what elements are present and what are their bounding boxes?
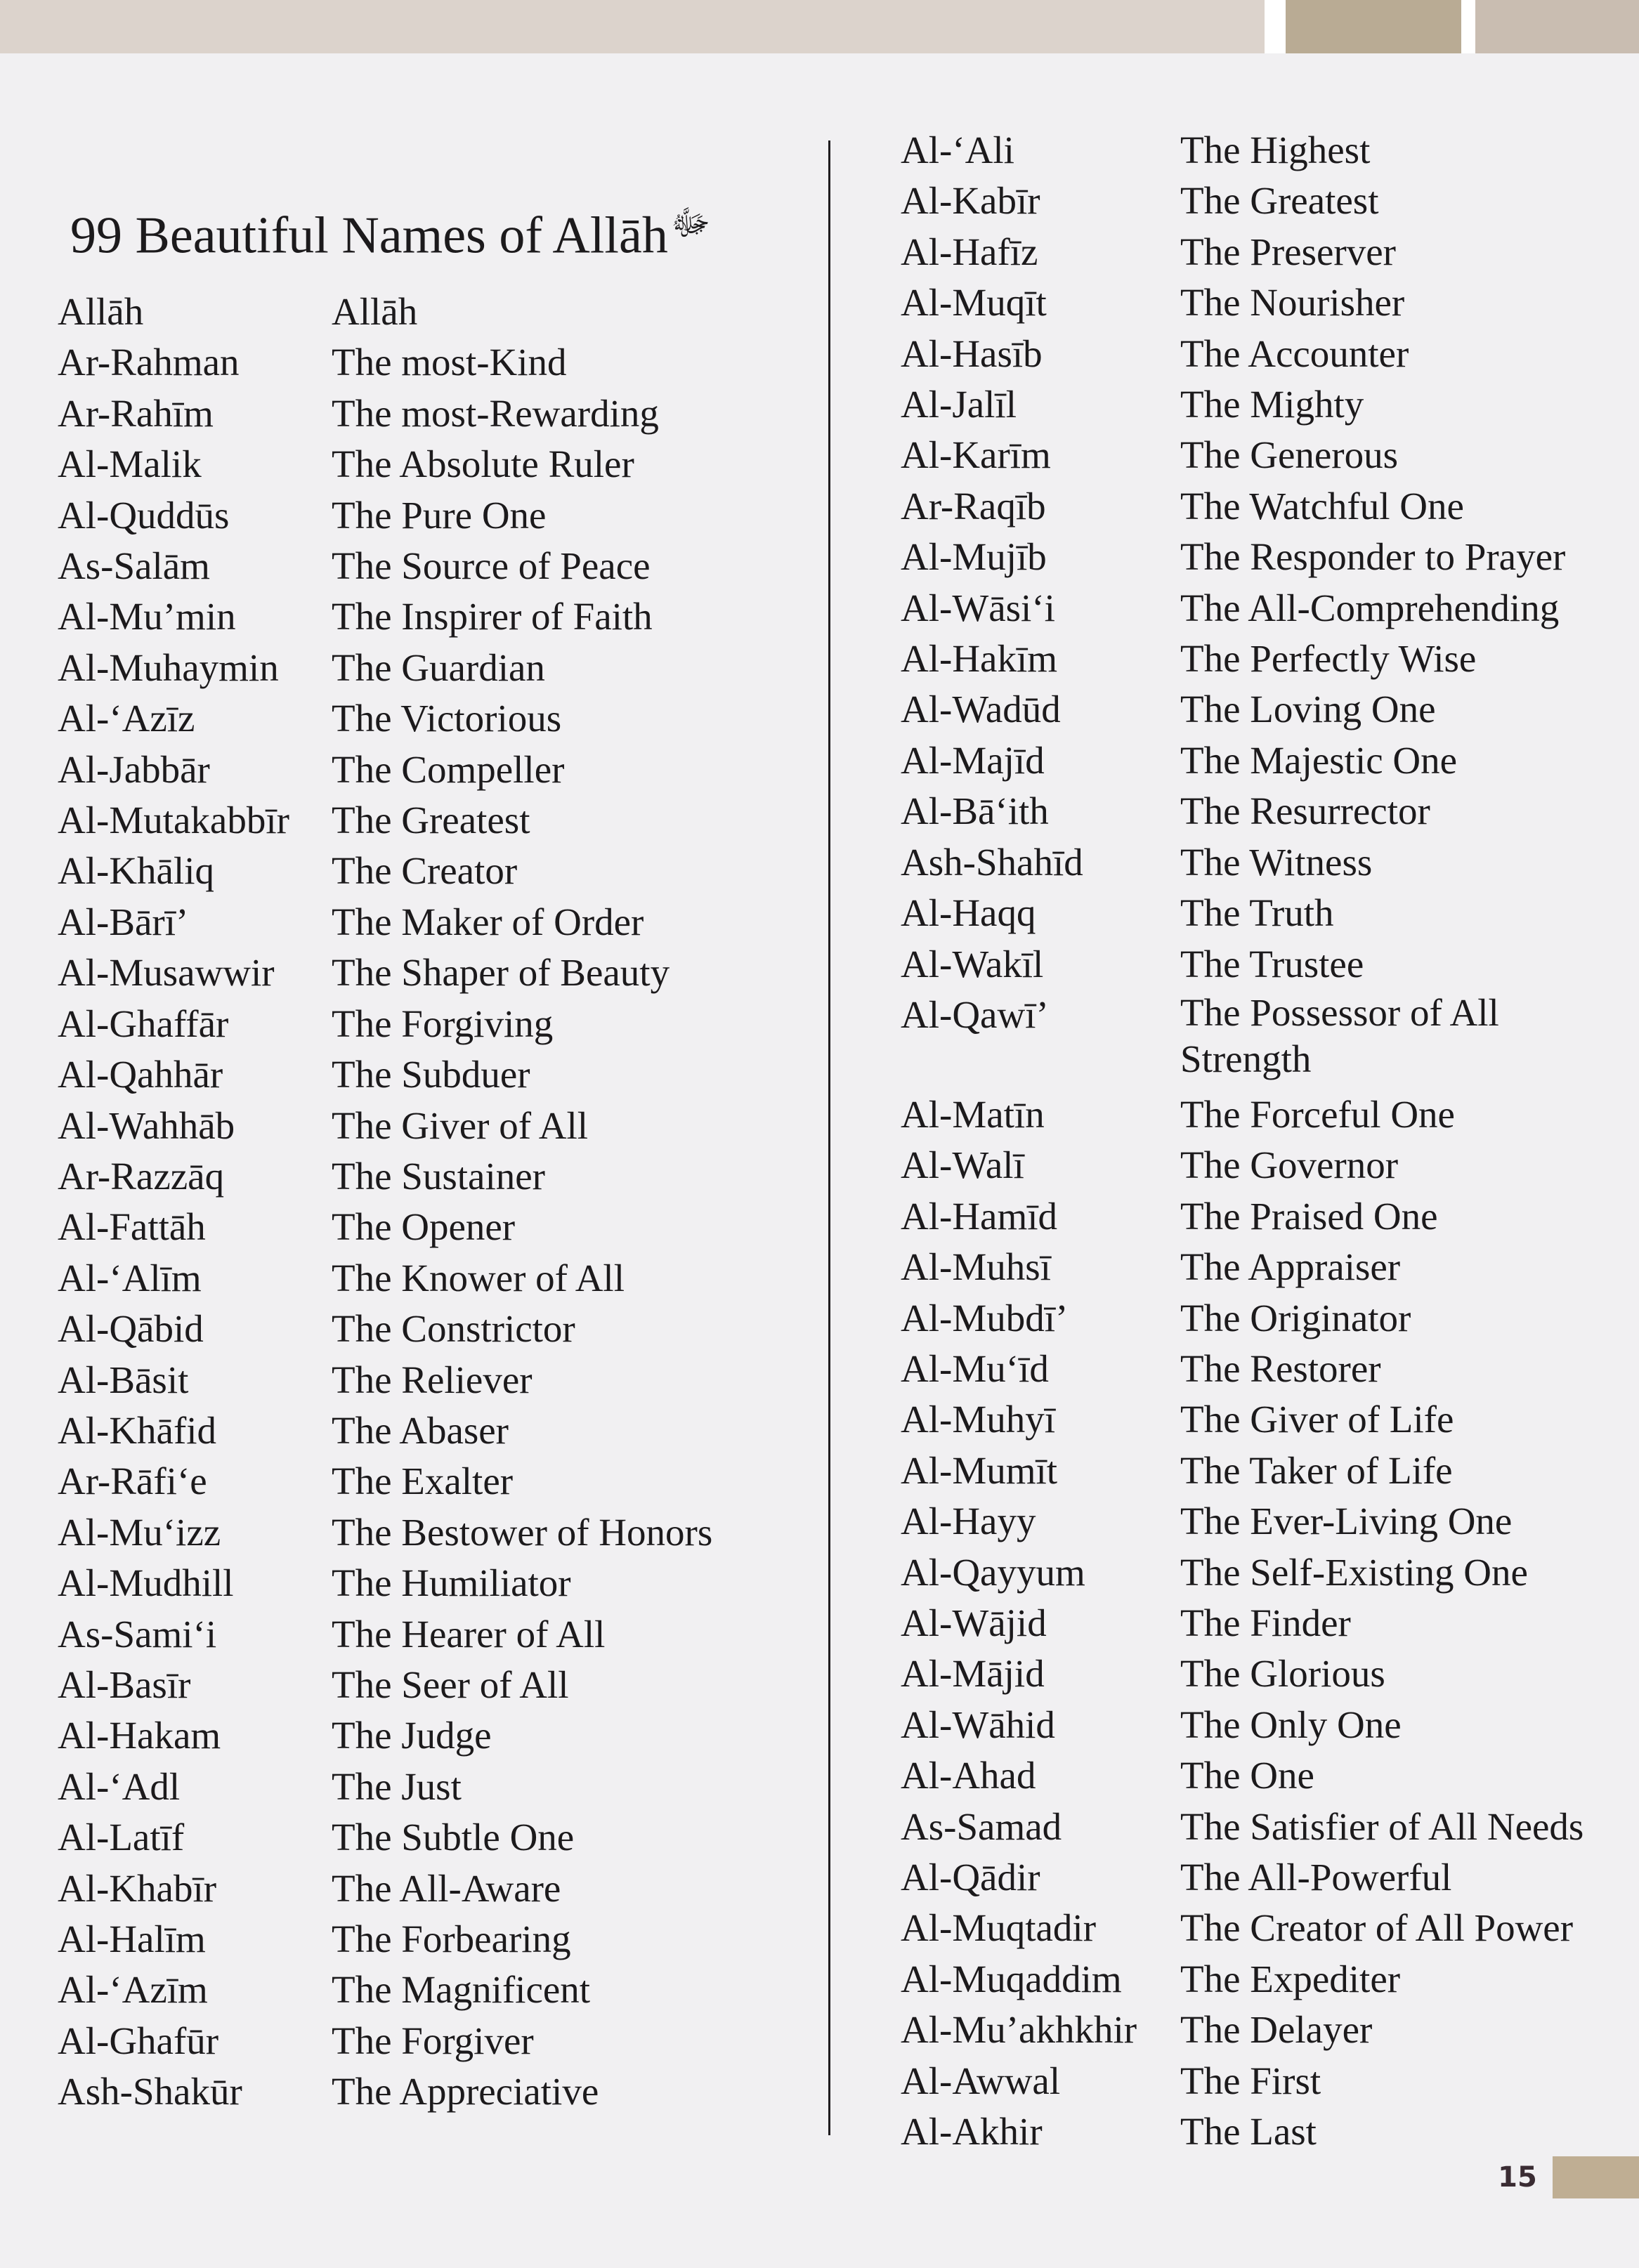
names-list-left [58, 287, 837, 2118]
arabic-name: Al-Muqtadir [901, 1906, 1097, 1950]
english-meaning: The Responder to Prayer [1180, 535, 1566, 579]
arabic-name: Al-Qayyum [901, 1550, 1085, 1594]
english-meaning: The Seer of All [332, 1663, 569, 1706]
english-meaning: The Forbearing [332, 1918, 571, 1960]
english-meaning: The Finder [1180, 1601, 1351, 1644]
arabic-name: Al-Jalīl [901, 383, 1017, 426]
name-entry [58, 1405, 837, 1456]
english-meaning: The Resurrector [1180, 789, 1430, 833]
arabic-name: Al-Mu’akhkhir [901, 2008, 1137, 2052]
english-meaning: The Sustainer [332, 1154, 545, 1198]
arabic-name: Al-Qādir [901, 1856, 1040, 1899]
page-title-text: 99 Beautiful Names of Allāh [70, 207, 668, 265]
name-entry [58, 948, 837, 998]
name-entry [901, 125, 1639, 176]
arabic-name: Al-Basīr [58, 1663, 191, 1706]
name-entry [901, 277, 1639, 328]
english-meaning: The Inspirer of Faith [332, 595, 653, 638]
english-meaning: The Highest [1180, 129, 1371, 171]
name-entry [58, 1151, 837, 1202]
name-entry [901, 329, 1639, 379]
top-band-block [1286, 0, 1461, 53]
english-meaning: The One [1180, 1754, 1314, 1797]
arabic-name: Al-Walī [901, 1143, 1024, 1187]
english-meaning: The Reliever [332, 1358, 533, 1401]
english-meaning: The Restorer [1180, 1346, 1381, 1390]
english-meaning: The Knower of All [332, 1256, 625, 1299]
name-entry [901, 735, 1639, 786]
name-entry [58, 1965, 837, 2015]
english-meaning: The Guardian [332, 645, 545, 689]
arabic-name: Al-Mumīt [901, 1448, 1058, 1492]
name-entry [58, 2016, 837, 2066]
english-meaning: The Delayer [1180, 2008, 1373, 2052]
english-meaning: The Bestower of Honors [332, 1510, 713, 1554]
arabic-name: Al-Hamīd [901, 1194, 1058, 1238]
english-meaning: The Generous [1180, 433, 1399, 477]
arabic-name: Al-‘Azīz [58, 697, 195, 740]
arabic-name: Al-Mubdī’ [901, 1296, 1069, 1339]
arabic-name: Al-Khabīr [58, 1866, 217, 1910]
name-entry [58, 1812, 837, 1863]
name-entry [901, 481, 1639, 532]
english-meaning: The Perfectly Wise [1180, 637, 1477, 681]
english-meaning: The Source of Peace [332, 544, 651, 588]
name-entry [901, 430, 1639, 480]
top-band-block [1475, 0, 1639, 53]
english-meaning: The Victorious [332, 697, 562, 740]
name-entry [58, 897, 837, 948]
arabic-name: Al-Wāsi‘i [901, 586, 1055, 629]
arabic-name: Al-Khāliq [58, 849, 215, 893]
arabic-name: Al-Halīm [58, 1918, 206, 1960]
name-entry [58, 999, 837, 1049]
name-entry [901, 1140, 1639, 1191]
arabic-name: Al-Akhir [901, 2110, 1043, 2154]
english-meaning: The Exalter [332, 1460, 514, 1503]
arabic-name: Al-Kabīr [901, 179, 1040, 223]
name-entry [901, 684, 1639, 735]
arabic-name: As-Salām [58, 544, 210, 588]
arabic-name: Al-Quddūs [58, 493, 230, 537]
english-meaning: The Creator of All Power [1180, 1906, 1574, 1950]
arabic-name: Al-Wahhāb [58, 1103, 235, 1147]
english-meaning: The Satisfier of All Needs [1180, 1804, 1584, 1848]
english-meaning: The All-Aware [332, 1866, 561, 1910]
arabic-name: Al-Malik [58, 443, 202, 486]
arabic-name: Al-Awwal [901, 2059, 1061, 2102]
english-meaning: The Forgiver [332, 2019, 534, 2062]
arabic-name: Al-Mu’min [58, 595, 236, 638]
arabic-name: Al-Muqaddim [901, 1957, 1122, 2000]
name-entry [901, 379, 1639, 430]
name-entry [901, 583, 1639, 634]
arabic-name: Al-Mudhill [58, 1561, 234, 1605]
name-entry [901, 1750, 1639, 1801]
english-meaning: The Compeller [332, 747, 565, 791]
english-meaning: The Ever-Living One [1180, 1500, 1513, 1543]
name-entry [901, 786, 1639, 837]
arabic-name: Al-Qābid [58, 1307, 204, 1351]
english-meaning: The Preserver [1180, 230, 1396, 273]
arabic-name: Al-Mu‘īd [901, 1346, 1049, 1390]
arabic-name: Allāh [58, 290, 144, 333]
name-entry [901, 2005, 1639, 2055]
arabic-name: Al-Ghafūr [58, 2019, 219, 2062]
english-meaning: The most-Rewarding [332, 391, 659, 435]
arabic-name: Al-Muhaymin [58, 645, 279, 689]
arabic-name: Al-Qahhār [58, 1053, 223, 1096]
name-entry [58, 1456, 837, 1507]
name-entry [58, 1202, 837, 1252]
name-entry [901, 176, 1639, 226]
name-entry [58, 1101, 837, 1151]
arabic-name: Al-Mujīb [901, 535, 1047, 579]
arabic-name: Al-Mutakabbīr [58, 799, 289, 842]
name-entry [58, 1609, 837, 1660]
arabic-name: Ar-Rahman [58, 341, 240, 384]
english-meaning: The Only One [1180, 1703, 1402, 1746]
english-meaning: Allāh [332, 290, 418, 333]
english-meaning: The Just [332, 1764, 462, 1808]
name-entry [58, 846, 837, 896]
english-meaning: The Witness [1180, 840, 1373, 884]
arabic-name: Ar-Rahīm [58, 391, 214, 435]
english-meaning: The First [1180, 2059, 1321, 2102]
name-entry [901, 1242, 1639, 1292]
name-entry [58, 693, 837, 744]
english-meaning: The All-Powerful [1180, 1856, 1452, 1899]
name-entry [901, 2106, 1639, 2157]
english-meaning: The Majestic One [1180, 738, 1458, 782]
arabic-name: Al-Qawī’ [901, 992, 1049, 1036]
arabic-name: Al-‘Azīm [58, 1968, 208, 2012]
english-meaning: The Hearer of All [332, 1612, 606, 1656]
arabic-name: Al-Muhsī [901, 1245, 1051, 1289]
arabic-name: Al-Hakam [58, 1714, 221, 1757]
arabic-name: Al-Haqq [901, 891, 1036, 935]
arabic-name: Ash-Shahīd [901, 840, 1083, 884]
english-meaning: The Praised One [1180, 1194, 1438, 1238]
name-entry [901, 1191, 1639, 1242]
arabic-name: Al-Fattāh [58, 1205, 206, 1249]
arabic-name: Ar-Rāfi‘e [58, 1460, 207, 1503]
english-meaning: The Forceful One [1180, 1092, 1455, 1136]
name-entry [901, 2056, 1639, 2106]
english-meaning: The Trustee [1180, 942, 1364, 985]
english-meaning: The Accounter [1180, 332, 1409, 375]
english-meaning: The Appraiser [1180, 1245, 1401, 1289]
name-entry [58, 541, 837, 591]
english-meaning: The Constrictor [332, 1307, 575, 1351]
english-meaning: The Governor [1180, 1143, 1399, 1187]
english-meaning: The Absolute Ruler [332, 443, 634, 486]
name-entry [58, 1355, 837, 1405]
name-entry [901, 1344, 1639, 1394]
english-meaning: The Giver of Life [1180, 1398, 1454, 1441]
name-entry [901, 837, 1639, 888]
name-entry [901, 1954, 1639, 2005]
name-entry [58, 1660, 837, 1710]
name-entry [58, 2066, 837, 2117]
english-meaning: The Giver of All [332, 1103, 589, 1147]
name-entry [58, 388, 837, 439]
name-entry [58, 1049, 837, 1100]
name-entry [58, 591, 837, 642]
arabic-name: Al-Hayy [901, 1500, 1036, 1543]
english-meaning: The Shaper of Beauty [332, 951, 670, 995]
english-meaning: The Taker of Life [1180, 1448, 1453, 1492]
name-entry [58, 643, 837, 693]
name-entry [901, 1446, 1639, 1496]
arabic-name: Al-Wājid [901, 1601, 1047, 1644]
top-decorative-band [0, 0, 1639, 53]
name-entry [58, 1558, 837, 1608]
english-meaning: The Forgiving [332, 1002, 554, 1045]
name-entry [901, 1293, 1639, 1344]
name-entry [901, 990, 1639, 1089]
name-entry [58, 1710, 837, 1761]
arabic-name: Al-Wadūd [901, 688, 1061, 731]
name-entry [901, 634, 1639, 684]
arabic-name: Al-‘Adl [58, 1764, 181, 1808]
name-entry [901, 888, 1639, 938]
arabic-name: As-Samad [901, 1804, 1062, 1848]
arabic-name: Al-Khāfid [58, 1408, 217, 1452]
arabic-name: Al-Ahad [901, 1754, 1036, 1797]
name-entry [901, 939, 1639, 990]
name-entry [58, 287, 837, 337]
english-meaning: The Self-Existing One [1180, 1550, 1528, 1594]
name-entry [901, 1547, 1639, 1598]
arabic-name: Al-Latīf [58, 1816, 185, 1859]
name-entry [901, 227, 1639, 277]
english-meaning: The Judge [332, 1714, 492, 1757]
name-entry [58, 1914, 837, 1965]
english-meaning: The Magnificent [332, 1968, 591, 2012]
name-entry [58, 337, 837, 388]
english-meaning: The Nourisher [1180, 281, 1405, 325]
english-meaning: The Pure One [332, 493, 547, 537]
name-entry [901, 1700, 1639, 1750]
name-entry [901, 1903, 1639, 1953]
name-entry [58, 795, 837, 846]
page-number: 15 [1498, 2161, 1537, 2194]
english-meaning: The Expediter [1180, 1957, 1401, 2000]
arabic-name: Al-Muhyī [901, 1398, 1055, 1441]
name-entry [901, 1648, 1639, 1699]
column-divider [828, 140, 830, 2135]
name-entry [58, 1253, 837, 1304]
arabic-name: Al-Mu‘izz [58, 1510, 221, 1554]
english-meaning: The Mighty [1180, 383, 1364, 426]
page-title [70, 191, 710, 268]
arabic-name: Al-Wāhid [901, 1703, 1055, 1746]
top-band-gap [1265, 0, 1286, 53]
arabic-name: Al-Jabbār [58, 747, 210, 791]
name-entry [901, 1598, 1639, 1648]
english-meaning: The Possessor of All Strength [1180, 990, 1499, 1080]
english-meaning: The Subduer [332, 1053, 530, 1096]
name-entry [58, 1507, 837, 1558]
english-meaning: The Loving One [1180, 688, 1436, 731]
arabic-name: Al-Bāsit [58, 1358, 189, 1401]
english-meaning: The Last [1180, 2110, 1317, 2154]
english-meaning: The Humiliator [332, 1561, 571, 1605]
name-entry [58, 1304, 837, 1354]
english-meaning: The Greatest [332, 799, 530, 842]
name-entry [901, 1496, 1639, 1547]
english-meaning: The Appreciative [332, 2070, 599, 2113]
name-entry [58, 1762, 837, 1812]
arabic-name: Al-Karīm [901, 433, 1051, 477]
arabic-name: Al-Bā‘ith [901, 789, 1049, 833]
arabic-name: Al-Majīd [901, 738, 1045, 782]
name-entry [901, 1089, 1639, 1140]
english-meaning: The Abaser [332, 1408, 509, 1452]
english-meaning: The Greatest [1180, 179, 1379, 223]
arabic-name: Al-Matīn [901, 1092, 1045, 1136]
arabic-name: Ash-Shakūr [58, 2070, 242, 2113]
english-meaning: The All-Comprehending [1180, 586, 1560, 629]
english-meaning: The Watchful One [1180, 484, 1464, 527]
name-entry [58, 745, 837, 795]
english-meaning: The Maker of Order [332, 900, 644, 943]
arabic-name: Ar-Raqīb [901, 484, 1046, 527]
arabic-name: Al-Hakīm [901, 637, 1058, 681]
name-entry [58, 1863, 837, 1914]
english-meaning: The Opener [332, 1205, 516, 1249]
name-entry [901, 1852, 1639, 1903]
english-meaning: The Truth [1180, 891, 1334, 935]
names-list-right [901, 125, 1639, 2157]
arabic-name: Al-Ghaffār [58, 1002, 229, 1045]
arabic-name: Al-Bārī’ [58, 900, 189, 943]
english-meaning: The Glorious [1180, 1652, 1385, 1696]
arabic-name: Al-‘Alīm [58, 1256, 202, 1299]
top-band-gap [1461, 0, 1475, 53]
english-meaning: The Creator [332, 849, 518, 893]
english-meaning: The Subtle One [332, 1816, 575, 1859]
name-entry [901, 532, 1639, 582]
name-entry [901, 1394, 1639, 1445]
arabic-name: Al-Musawwir [58, 951, 275, 995]
arabic-name: Al-Hasīb [901, 332, 1043, 375]
page-number-tab [1553, 2156, 1639, 2198]
arabic-name: Al-‘Ali [901, 129, 1014, 171]
english-meaning: The Originator [1180, 1296, 1411, 1339]
arabic-name: Ar-Razzāq [58, 1154, 225, 1198]
english-meaning: The most-Kind [332, 341, 567, 384]
name-entry [901, 1802, 1639, 1852]
arabic-name: Al-Mājid [901, 1652, 1045, 1696]
arabic-name: As-Sami‘i [58, 1612, 217, 1656]
arabic-name: Al-Muqīt [901, 281, 1047, 325]
arabic-name: Al-Wakīl [901, 942, 1044, 985]
honorific-glyph: ﷻ [670, 202, 711, 243]
name-entry [58, 439, 837, 490]
arabic-name: Al-Hafīz [901, 230, 1038, 273]
name-entry [58, 490, 837, 541]
